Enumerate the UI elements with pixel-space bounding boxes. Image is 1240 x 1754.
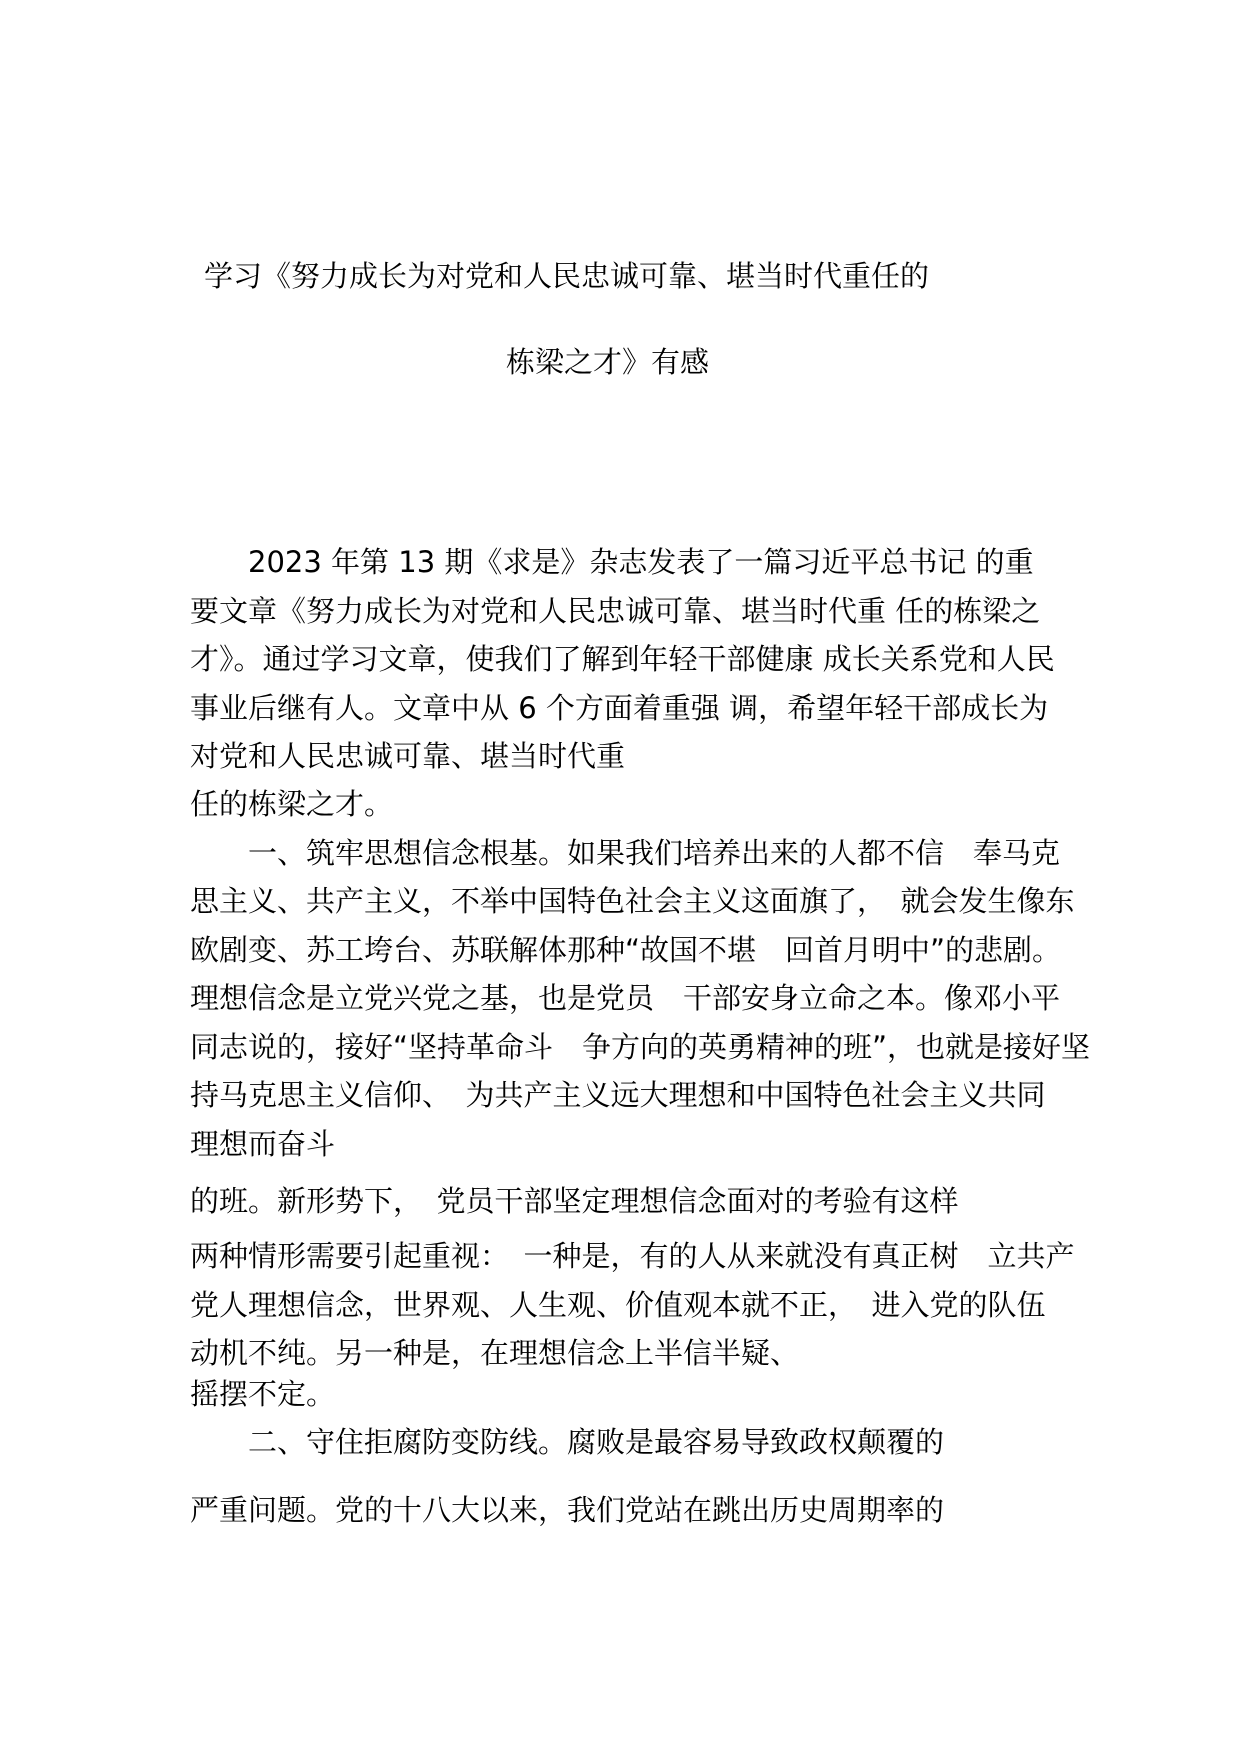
text-line: 摇摆不定。 (190, 1377, 336, 1411)
paragraph-two-situations (190, 1232, 1075, 1378)
text-line: 两种情形需要引起重视： 一种是，有的人从来就没有真正树 立共产 (190, 1239, 1075, 1273)
text-line: 任的栋梁之才。 (190, 787, 394, 821)
document-title-line-2: 栋梁之才》有感 (506, 345, 710, 379)
paragraph-section-one (190, 780, 1091, 1168)
text-line: 欧剧变、苏工垮台、苏联解体那种“故国不堪 回首月明中”的悲剧。 (190, 932, 1062, 967)
paragraph-wavering (190, 1370, 1062, 1419)
text-line: 的班。新形势下， 党员干部坚定理想信念面对的考验有这样 (190, 1184, 959, 1218)
text-line: 持马克思主义信仰、 为共产主义远大理想和中国特色社会主义共同 (190, 1078, 1046, 1112)
paragraph-new-situation (190, 1177, 1062, 1226)
text-line: 理想信念是立党兴党之基，也是党员 干部安身立命之本。像邓小平 (190, 981, 1061, 1015)
paragraph-intro (190, 538, 1062, 781)
text-line: 思主义、共产主义，不举中国特色社会主义这面旗了， 就会发生像东 (190, 884, 1075, 918)
text-line: 一、筑牢思想信念根基。如果我们培养出来的人都不信 奉马克 (190, 835, 1061, 870)
text-line: 二、守住拒腐防变防线。腐败是最容易导致政权颠覆的 (190, 1425, 945, 1459)
text-line: 动机不纯。另一种是，在理想信念上半信半疑、 (190, 1336, 800, 1370)
text-line: 对党和人民忠诚可靠、堪当时代重 (190, 739, 626, 773)
text-line: 事业后继有人。文章中从 6 个方面着重强 调，希望年轻干部成长为 (190, 690, 1049, 725)
text-line: 理想而奋斗 (190, 1126, 336, 1161)
text-line: 2023 年第 13 期《求是》杂志发表了一篇习近平总书记 的重 (190, 545, 1034, 579)
paragraph-section-two (190, 1418, 1062, 1467)
document-title-line-1: 学习《努力成长为对党和人民忠诚可靠、堪当时代重任的 (204, 259, 930, 293)
text-line: 严重问题。党的十八大以来，我们党站在跳出历史周期率的 (190, 1493, 945, 1527)
text-line: 党人理想信念，世界观、人生观、价值观本就不正， 进入党的队伍 (190, 1287, 1046, 1322)
paragraph-serious-problem (190, 1486, 1062, 1535)
text-line: 要文章《努力成长为对党和人民忠诚可靠、堪当时代重 任的栋梁之 (190, 593, 1041, 628)
text-line: 同志说的，接好“坚持革命斗 争方向的英勇精神的班”，也就是接好坚 (190, 1029, 1091, 1064)
text-line: 才》。通过学习文章，使我们了解到年轻干部健康 成长关系党和人民 (190, 642, 1055, 676)
